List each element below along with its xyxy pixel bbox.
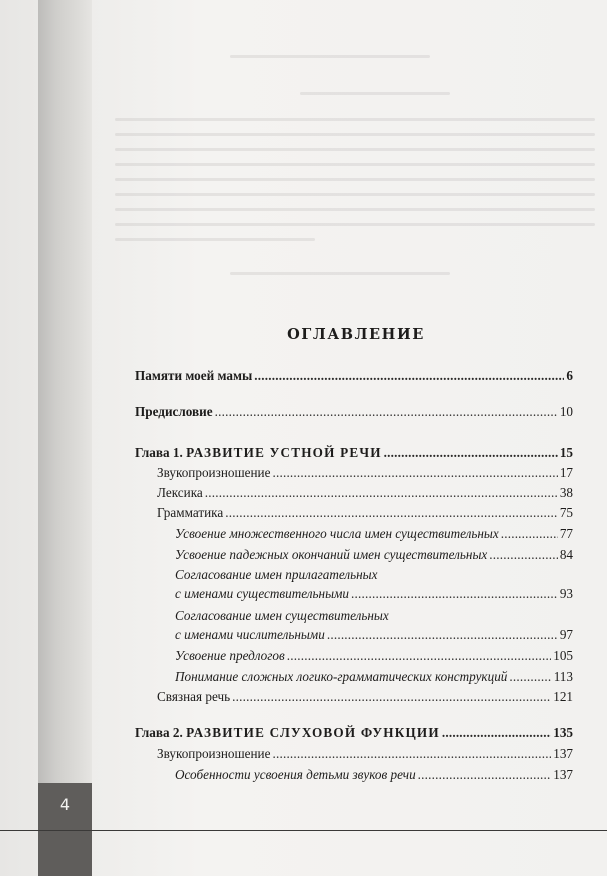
- toc-entry[interactable]: [157, 465, 573, 481]
- toc-chapter-entry[interactable]: [135, 725, 573, 741]
- toc-subentry[interactable]: [175, 648, 573, 664]
- toc-leader-dots: [327, 627, 558, 643]
- toc-entry-page: 38: [559, 485, 573, 500]
- toc-entry-title: РАЗВИТИЕ СЛУХОВОЙ ФУНКЦИИ: [186, 725, 440, 740]
- toc-entry-page: 10: [559, 404, 573, 419]
- toc-leader-dots: [287, 648, 551, 664]
- toc-leader-dots: [272, 746, 551, 762]
- toc-chapter-entry[interactable]: [135, 445, 573, 461]
- toc-entry-page: 84: [559, 547, 573, 562]
- toc-entry-page: 77: [559, 526, 573, 541]
- toc-subentry[interactable]: [175, 669, 573, 685]
- toc-entry-page: 17: [559, 465, 573, 480]
- toc-entry-title: с именами существительными: [175, 586, 350, 601]
- page-number: 4: [59, 795, 71, 814]
- toc-subentry[interactable]: [175, 586, 573, 602]
- toc-subentry-line1: Согласование имен существительных: [175, 608, 389, 623]
- toc-entry-title: с именами числительными: [175, 627, 325, 642]
- toc-entry-title: Особенности усвоения детьми звуков речи: [175, 767, 416, 782]
- toc-entry[interactable]: [157, 689, 573, 705]
- toc-entry[interactable]: [135, 368, 573, 384]
- toc-subentry[interactable]: [175, 627, 573, 643]
- toc-entry-title: Связная речь: [157, 689, 231, 704]
- toc-entry-title: Звукопроизношение: [157, 465, 271, 480]
- toc-entry-title: Усвоение падежных окончаний имен существительных: [175, 547, 488, 562]
- toc-entry-page: 105: [553, 648, 573, 663]
- toc-leader-dots: [442, 725, 551, 741]
- toc-leader-dots: [509, 669, 551, 685]
- toc-entry-title: Понимание сложных логико-грамматических конструкций: [175, 669, 508, 684]
- toc-entry-page: 137: [553, 767, 573, 782]
- toc-leader-dots: [501, 526, 558, 542]
- toc-leader-dots: [205, 485, 558, 501]
- toc-entry-title: Звукопроизношение: [157, 746, 271, 761]
- toc-leader-dots: [272, 465, 557, 481]
- toc-entry-title: Усвоение предлогов: [175, 648, 285, 663]
- toc-leader-dots: [225, 505, 558, 521]
- toc-leader-dots: [254, 368, 564, 384]
- toc-entry-title: РАЗВИТИЕ УСТНОЙ РЕЧИ: [186, 445, 382, 460]
- toc-entry-page: 113: [553, 669, 573, 684]
- toc-chapter-number: Глава 1.: [135, 445, 187, 460]
- toc-entry-title: Предисловие: [135, 404, 213, 419]
- toc-entry-page: 93: [559, 586, 573, 601]
- toc-leader-dots: [489, 547, 558, 563]
- toc-entry-page: 97: [559, 627, 573, 642]
- page-gutter-shadow: [38, 0, 92, 876]
- toc-leader-dots: [215, 404, 558, 420]
- toc-subentry-line1: Согласование имен прилагательных: [175, 567, 378, 582]
- toc-entry-page: 75: [559, 505, 573, 520]
- toc-leader-dots: [384, 445, 558, 461]
- toc-entry-title: Лексика: [157, 485, 203, 500]
- toc-subentry[interactable]: [175, 767, 573, 783]
- toc-subentry[interactable]: [175, 526, 573, 542]
- toc-entry-title: Грамматика: [157, 505, 224, 520]
- toc-leader-dots: [418, 767, 552, 783]
- toc-entry-page: 6: [566, 368, 573, 383]
- toc-entry[interactable]: [157, 505, 573, 521]
- toc-entry-title: Памяти моей мамы: [135, 368, 253, 383]
- toc-entry-page: 15: [559, 445, 573, 460]
- toc-chapter-number: Глава 2.: [135, 725, 187, 740]
- toc-entry-page: 121: [553, 689, 573, 704]
- toc-entry-page: 135: [553, 725, 573, 740]
- toc-leader-dots: [232, 689, 551, 705]
- toc-subentry[interactable]: [175, 547, 573, 563]
- toc-entry-title: Усвоение множественного числа имен существительных: [175, 526, 499, 541]
- toc-leader-dots: [351, 586, 558, 602]
- toc-entry[interactable]: [157, 746, 573, 762]
- toc-entry-page: 137: [553, 746, 573, 761]
- toc-entry[interactable]: [157, 485, 573, 501]
- toc-title: ОГЛАВЛЕНИЕ: [287, 326, 425, 343]
- toc-entry[interactable]: [135, 404, 573, 420]
- footer-rule: [0, 830, 607, 831]
